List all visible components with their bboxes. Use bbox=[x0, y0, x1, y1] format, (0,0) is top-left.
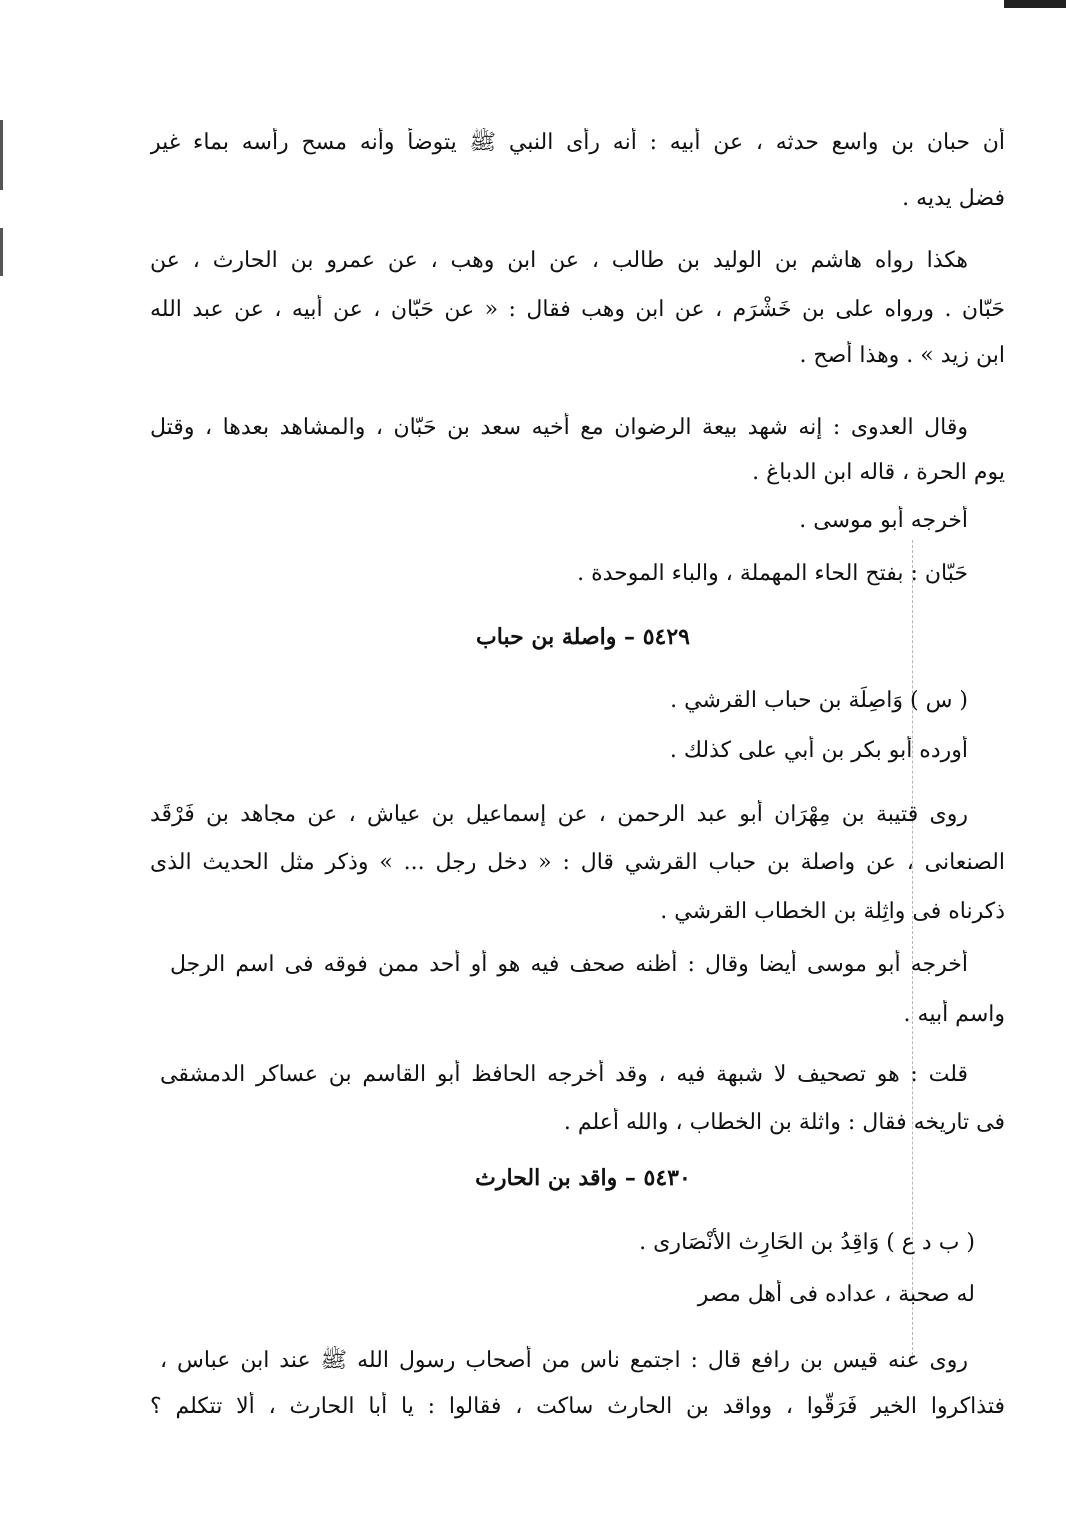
text-line: حَبّان : بفتح الحاء المهملة ، والباء الموحدة . bbox=[577, 561, 968, 586]
text-line: حَبّان . ورواه على بن خَشْرَم ، عن ابن وهب فقال : « عن حَبّان ، عن أبيه ، عن عبد الله bbox=[150, 297, 1005, 322]
entry-heading: ٥٤٣٠ – واقد بن الحارث bbox=[475, 1165, 691, 1191]
text-line: وقال العدوى : إنه شهد بيعة الرضوان مع أخيه سعد بن حَبّان ، والمشاهد بعدها ، وقتل bbox=[150, 415, 968, 440]
text-line: أن حبان بن واسع حدثه ، عن أبيه : أنه رأى النبي ﷺ يتوضأ وأنه مسح رأسه بماء غير bbox=[150, 130, 1005, 155]
text-line: فى تاريخه فقال : واثلة بن الخطاب ، والله أعلم . bbox=[563, 1110, 1005, 1135]
text-line: ابن زيد » . وهذا أصح . bbox=[799, 343, 1005, 368]
scan-edge-mark bbox=[0, 120, 3, 190]
scan-top-rule bbox=[1004, 0, 1066, 8]
text-line: روى قتيبة بن مِهْرَان أبو عبد الرحمن ، عن إسماعيل بن عياش ، عن مجاهد بن فَرْقَد bbox=[150, 802, 968, 827]
text-line: أورده أبو بكر بن أبي على كذلك . bbox=[669, 738, 968, 763]
text-line: فتذاكروا الخير فَرَقُّوا ، وواقد بن الحارث ساكت ، فقالوا : يا أبا الحارث ، ألا تتكلم ؟ bbox=[150, 1394, 1005, 1419]
text-line: ( س ) وَاصِلَة بن حباب القرشي . bbox=[670, 688, 968, 713]
entry-heading: ٥٤٢٩ – واصلة بن حباب bbox=[476, 624, 690, 650]
text-line: ذكرناه فى واثِلة بن الخطاب القرشي . bbox=[660, 899, 1005, 924]
text-line: هكذا رواه هاشم بن الوليد بن طالب ، عن ابن وهب ، عن عمرو بن الحارث ، عن bbox=[150, 248, 968, 273]
text-line: أخرجه أبو موسى أيضا وقال : أظنه صحف فيه هو أو أحد ممن فوقه فى اسم الرجل bbox=[170, 952, 968, 977]
text-line: الصنعانى ، عن واصلة بن حباب القرشي قال : « دخل رجل ... » وذكر مثل الحديث الذى bbox=[150, 850, 1005, 875]
text-line: روى عنه قيس بن رافع قال : اجتمع ناس من أصحاب رسول الله ﷺ عند ابن عباس ، bbox=[160, 1348, 968, 1373]
text-line: أخرجه أبو موسى . bbox=[799, 508, 968, 533]
text-line: يوم الحرة ، قاله ابن الدباغ . bbox=[752, 460, 1005, 485]
text-line: واسم أبيه . bbox=[903, 1002, 1005, 1027]
text-line: ( ب د ع ) وَاقِدُ بن الحَارِث الأنْصَارى . bbox=[639, 1230, 975, 1255]
scan-edge-mark bbox=[0, 228, 3, 276]
text-line: قلت : هو تصحيف لا شبهة فيه ، وقد أخرجه الحافظ أبو القاسم بن عساكر الدمشقى bbox=[160, 1062, 968, 1087]
text-line: له صحبة ، عداده فى أهل مصر bbox=[697, 1282, 975, 1307]
text-line: فضل يديه . bbox=[902, 186, 1005, 211]
